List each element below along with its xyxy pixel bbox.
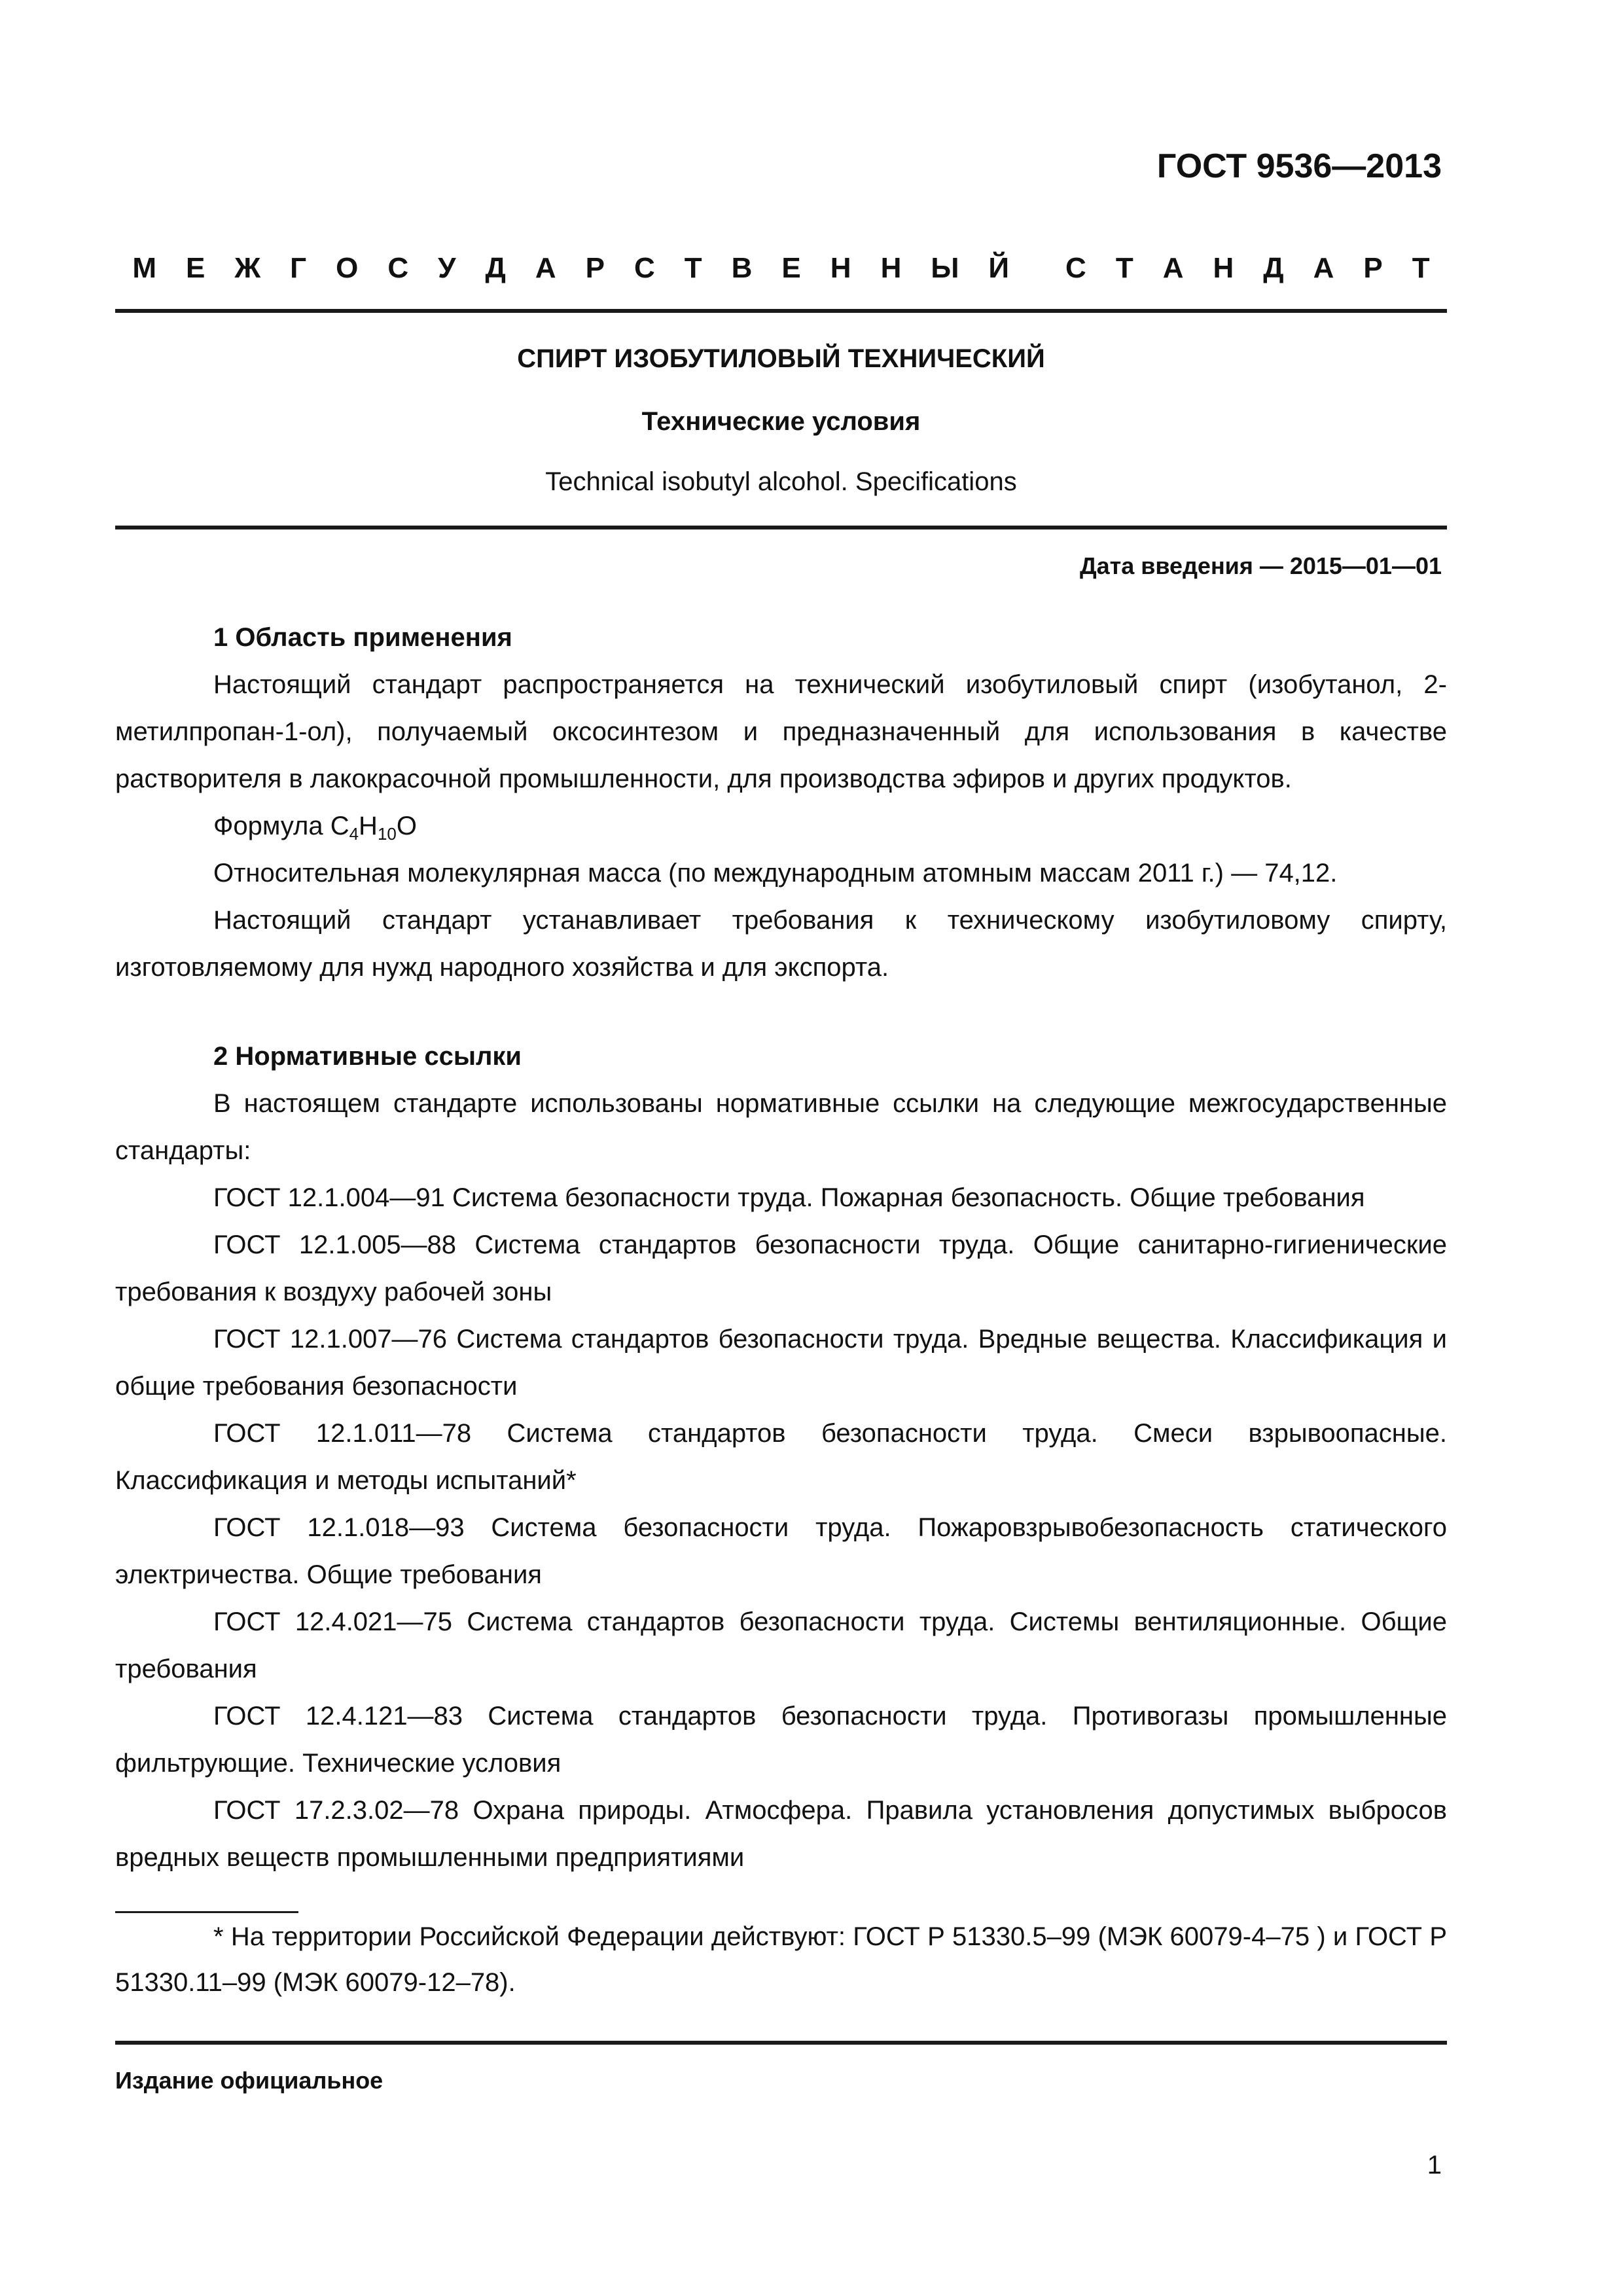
header-word-gap xyxy=(1009,254,1065,283)
top-divider xyxy=(115,309,1447,313)
title-divider xyxy=(115,526,1447,529)
header-letter: Е xyxy=(781,252,801,284)
section-1-heading: 1 Область применения xyxy=(213,623,512,652)
molar-mass-line: Относительная молекулярная масса (по международным атомным массам 2011 г.) — 74,12. xyxy=(213,859,1338,888)
header-letter: О xyxy=(336,252,359,284)
reference-item: ГОСТ 12.1.005—88 Система стандартов безопасности труда. Общие санитарно-гигиенические требования к воздуху рабочей зоны xyxy=(115,1230,1447,1306)
header-letter: У xyxy=(438,252,456,284)
header-letter: В xyxy=(731,252,753,284)
standard-type-header xyxy=(115,254,1447,283)
reference-item: ГОСТ 12.1.007—76 Система стандартов безопасности труда. Вредные вещества. Классификация и общие требования безопасности xyxy=(115,1325,1447,1401)
footnote: * На территории Российской Федерации действуют: ГОСТ Р 51330.5–99 (МЭК 60079-4–75 ) и ГОСТ Р 51330.11–99 (МЭК 60079-12–78). xyxy=(115,1922,1447,1997)
document-title-english: Technical isobutyl alcohol. Specifications xyxy=(545,467,1017,496)
reference-item: ГОСТ 12.1.004—91 Система безопасности труда. Пожарная безопасность. Общие требования xyxy=(213,1183,1365,1212)
header-letter: Т xyxy=(1412,252,1430,284)
introduction-date: Дата введения — 2015—01—01 xyxy=(1079,552,1442,579)
header-letter: А xyxy=(1313,252,1334,284)
header-word-standard xyxy=(1065,254,1430,283)
reference-item: ГОСТ 12.4.121—83 Система стандартов безопасности труда. Противогазы промышленные фильтрующие. Технические условия xyxy=(115,1702,1447,1778)
header-letter: Ж xyxy=(234,252,261,284)
reference-item: ГОСТ 12.1.018—93 Система безопасности труда. Пожаровзрывобезопасность статического электричества. Общие требования xyxy=(115,1513,1447,1589)
header-letter: Н xyxy=(1213,252,1234,284)
header-letter: Е xyxy=(185,252,205,284)
header-letter: Н xyxy=(880,252,902,284)
header-letter: Т xyxy=(1115,252,1133,284)
header-letter: М xyxy=(132,252,156,284)
formula-line xyxy=(115,802,1447,850)
footnote-separator xyxy=(115,1911,298,1913)
header-letter: Р xyxy=(1363,252,1383,284)
formula-label: Формула xyxy=(213,812,323,840)
header-letter: Д xyxy=(1263,252,1284,284)
header-letter: А xyxy=(535,252,556,284)
header-letter: Т xyxy=(684,252,702,284)
document-title: СПИРТ ИЗОБУТИЛОВЫЙ ТЕХНИЧЕСКИЙ xyxy=(517,344,1045,373)
header-letter: Г xyxy=(290,252,307,284)
page-number: 1 xyxy=(1427,2151,1442,2179)
section-2-heading: 2 Нормативные ссылки xyxy=(213,1042,522,1071)
edition-label: Издание официальное xyxy=(115,2067,383,2094)
header-letter: Д xyxy=(485,252,506,284)
reference-item: ГОСТ 12.4.021—75 Система стандартов безопасности труда. Системы вентиляционные. Общие требования xyxy=(115,1607,1447,1683)
header-letter: Н xyxy=(830,252,851,284)
reference-item: ГОСТ 17.2.3.02—78 Охрана природы. Атмосфера. Правила установления допустимых выбросов вредных веществ промышленными предприятиями xyxy=(115,1796,1447,1872)
header-word-interstate xyxy=(132,254,1009,283)
header-letter: Й xyxy=(988,252,1010,284)
chemical-formula: $C_4H_{10}O$ xyxy=(330,812,417,844)
document-code: ГОСТ 9536—2013 xyxy=(1156,147,1442,185)
header-letter: А xyxy=(1162,252,1184,284)
header-letter: Р xyxy=(585,252,605,284)
header-letter: С xyxy=(387,252,409,284)
footer-divider xyxy=(115,2041,1447,2045)
header-letter: Ы xyxy=(931,252,959,284)
reference-item: ГОСТ 12.1.011—78 Система стандартов безопасности труда. Смеси взрывоопасные. Классификация и методы испытаний* xyxy=(115,1419,1447,1495)
header-letter: С xyxy=(1065,252,1086,284)
section-1-paragraph-requirements: Настоящий стандарт устанавливает требования к техническому изобутиловому спирту, изготовляемому для нужд народного хозяйства и для экспорта. xyxy=(115,906,1447,982)
section-1-paragraph-scope: Настоящий стандарт распространяется на технический изобутиловый спирт (изобутанол, 2-метилпропан-1-ол), получаемый оксосинтезом и предназначенный для использования в качестве растворителя в лакокрасочной промышленности, для производства эфиров и других продуктов. xyxy=(115,670,1447,793)
document-subtitle: Технические условия xyxy=(641,407,921,436)
section-2-intro: В настоящем стандарте использованы нормативные ссылки на следующие межгосударственные стандарты: xyxy=(115,1089,1447,1165)
header-letter: С xyxy=(633,252,655,284)
